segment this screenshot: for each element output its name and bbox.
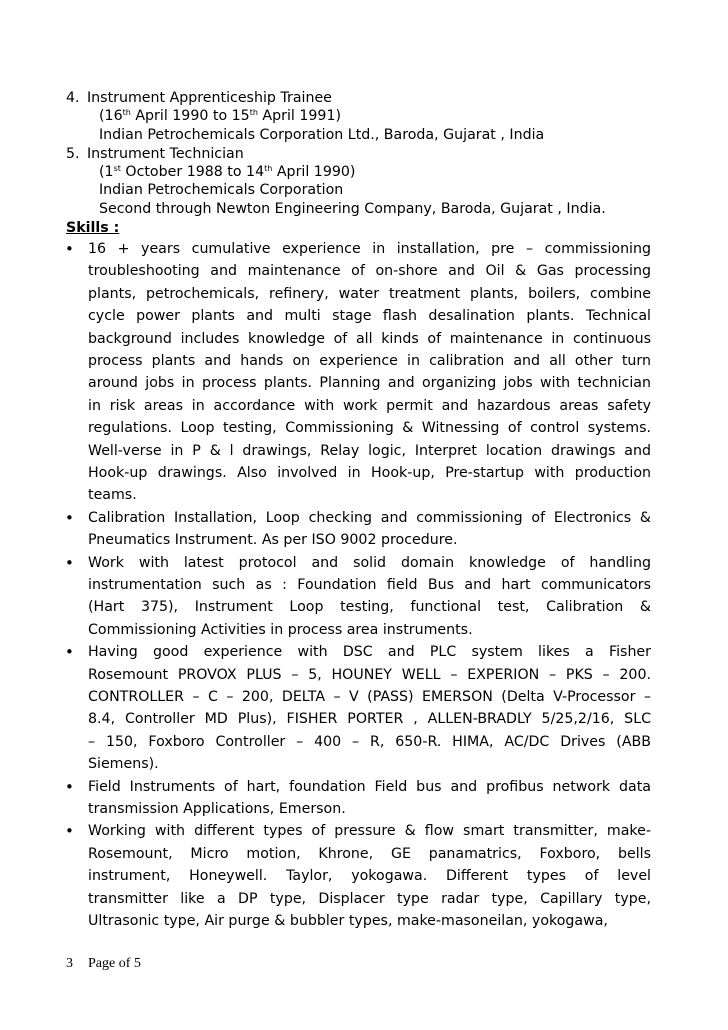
item-number: 5. — [66, 146, 80, 162]
skill-line: 16 + years cumulative experience in installation, pre – commissioning — [88, 241, 651, 257]
skill-line: CONTROLLER – C – 200, DELTA – V (PASS) EMERSON (Delta V-Processor – — [88, 689, 651, 705]
skill-line: instrumentation such as : Foundation field Bus and hart communicators — [88, 577, 651, 593]
skill-line: Rosemount, Micro motion, Khrone, GE panamatrics, Foxboro, bells — [88, 845, 651, 862]
skill-line: regulations. Loop testing, Commissioning & Witnessing of control systems. — [88, 420, 651, 437]
bullet-icon: • — [65, 553, 74, 572]
skill-line: Well-verse in P & l drawings, Relay logic, Interpret location drawings and — [88, 442, 651, 459]
skill-line: Commissioning Activities in process area instruments. — [88, 621, 473, 638]
skill-line: process plants and hands on experience in calibration and all other turn — [88, 353, 651, 369]
skills-heading: Skills : — [66, 220, 120, 236]
skill-line: Field Instruments of hart, foundation Field bus and profibus network data — [88, 778, 651, 795]
bullet-icon: • — [65, 240, 74, 258]
skill-line: teams. — [88, 487, 137, 504]
page-number: 3 — [66, 956, 73, 971]
job-dates: (16th April 1990 to 15th April 1991) — [99, 108, 342, 124]
job-title: Instrument Technician — [87, 146, 244, 162]
job-contractor: Second through Newton Engineering Company, Baroda, Gujarat , India. — [99, 201, 606, 217]
skill-line: cycle power plants and multi stage flash desalination plants. Technical — [88, 308, 651, 325]
skill-line: – 150, Foxboro Controller – 400 – R, 650-R. HIMA, AC/DC Drives (ABB — [88, 733, 651, 750]
skill-line: Calibration Installation, Loop checking and commissioning of Electronics & — [88, 509, 651, 526]
skill-line: Having good experience with DSC and PLC system likes a Fisher — [88, 644, 651, 661]
skill-line: transmission Applications, Emerson. — [88, 801, 346, 817]
bullet-icon: • — [65, 777, 74, 796]
skill-line: Siemens). — [88, 756, 159, 773]
skill-line: background includes knowledge of all kinds of maintenance in continuous — [88, 330, 651, 347]
job-dates: (1st October 1988 to 14th April 1990) — [99, 164, 356, 180]
job-title: Instrument Apprenticeship Trainee — [87, 90, 332, 106]
skill-line: Working with different types of pressure & flow smart transmitter, make- — [88, 823, 651, 840]
skill-line: 8.4, Controller MD Plus), FISHER PORTER , ALLEN-BRADLY 5/25,2/16, SLC — [88, 711, 651, 728]
job-company: Indian Petrochemicals Corporation Ltd., Baroda, Gujarat , India — [99, 127, 545, 143]
page-label: Page of 5 — [88, 956, 141, 971]
skill-line: Ultrasonic type, Air purge & bubbler types, make-masoneilan, yokogawa, — [88, 913, 608, 929]
skill-line: Rosemount PROVOX PLUS – 5, HOUNEY WELL – EXPERION – PKS – 200. — [88, 666, 651, 683]
skill-line: Hook-up drawings. Also involved in Hook-up, Pre-startup with production — [88, 465, 651, 481]
skill-line: in risk areas in accordance with work permit and hazardous areas safety — [88, 397, 651, 414]
job-company: Indian Petrochemicals Corporation — [99, 182, 344, 198]
skill-line: around jobs in process plants. Planning and organizing jobs with technician — [88, 375, 651, 392]
skill-line: (Hart 375), Instrument Loop testing, functional test, Calibration & — [88, 599, 651, 616]
skill-line: Work with latest protocol and solid domain knowledge of handling — [88, 554, 651, 571]
bullet-icon: • — [65, 643, 74, 662]
bullet-icon: • — [65, 822, 74, 841]
skill-line: instrument, Honeywell. Taylor, yokogawa. Different types of level — [88, 868, 651, 885]
skill-line: troubleshooting and maintenance of on-shore and Oil & Gas processing — [88, 263, 651, 280]
skill-line: plants, petrochemicals, refinery, water treatment plants, boilers, combine — [88, 285, 651, 302]
bullet-icon: • — [65, 508, 74, 527]
item-number: 4. — [66, 90, 80, 106]
skill-line: Pneumatics Instrument. As per ISO 9002 procedure. — [88, 532, 458, 549]
skill-line: transmitter like a DP type, Displacer type radar type, Capillary type, — [88, 890, 651, 907]
